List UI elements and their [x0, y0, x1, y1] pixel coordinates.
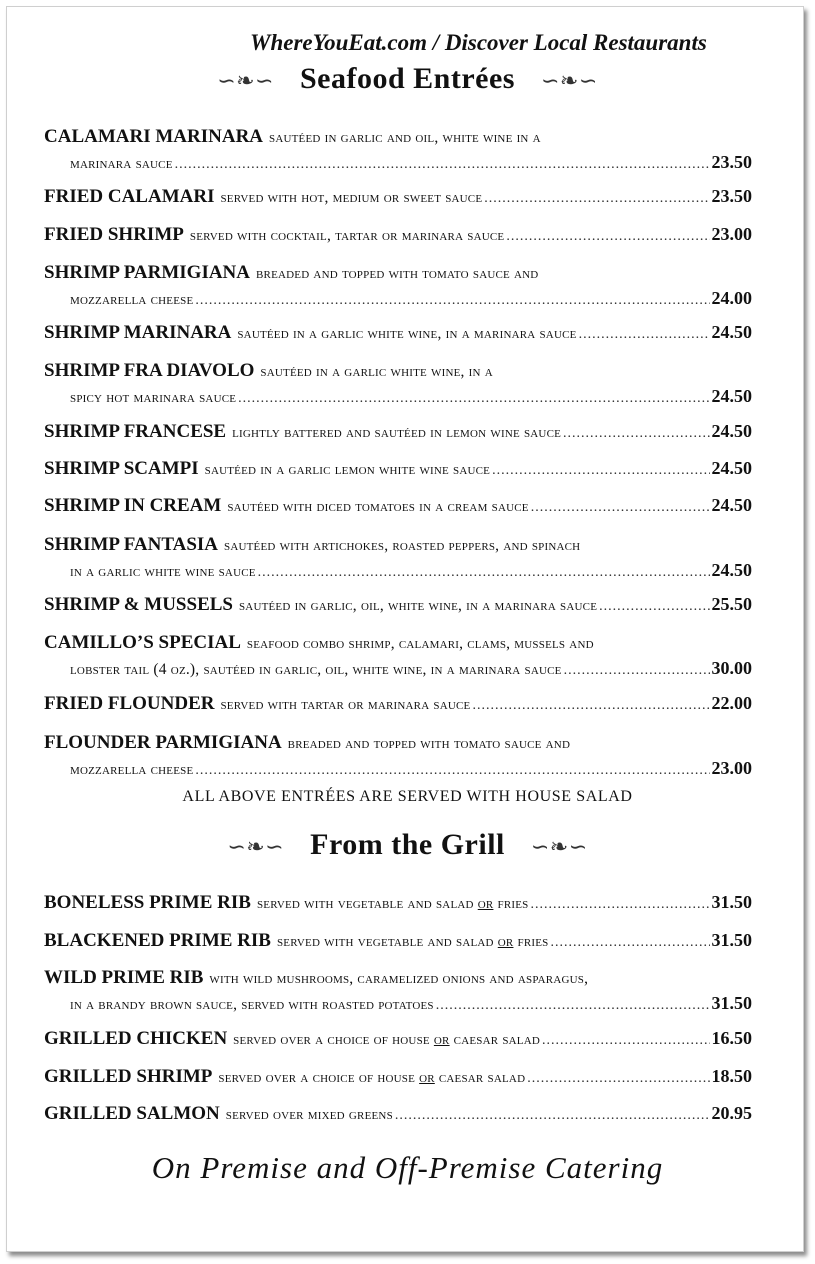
item-name: FRIED CALAMARI	[44, 186, 215, 207]
menu-item-calamari-marinara	[44, 126, 752, 176]
menu-item-fried-calamari	[44, 186, 752, 212]
item-price: 31.50	[711, 892, 752, 912]
item-name: BLACKENED PRIME RIB	[44, 930, 271, 951]
menu-item-shrimp-in-cream	[44, 495, 752, 521]
dot-leader	[436, 998, 710, 1014]
dot-leader	[542, 1033, 710, 1049]
item-name: SHRIMP IN CREAM	[44, 495, 222, 516]
item-price: 24.50	[711, 386, 752, 406]
item-price: 24.50	[711, 458, 752, 478]
menu-item-shrimp-parmigiana	[44, 262, 752, 312]
item-description: sautéed in garlic, oil, white wine, in a marinara sauce	[238, 597, 598, 614]
catering-footer: On Premise and Off-Premise Catering	[151, 1150, 664, 1185]
menu-item-grilled-salmon	[44, 1103, 752, 1129]
dot-leader	[492, 463, 709, 479]
item-description-cont: in a garlic white wine sauce	[70, 563, 256, 580]
dot-leader	[506, 229, 709, 245]
item-description: sautéed in a garlic white wine, in a marinara sauce	[237, 325, 577, 342]
dot-leader	[530, 897, 709, 913]
desc-part: served with vegetable and salad	[256, 895, 478, 912]
item-description	[277, 933, 549, 951]
dot-leader	[531, 500, 710, 516]
item-price: 25.50	[711, 594, 752, 614]
item-price: 23.00	[711, 224, 752, 244]
item-price: 23.50	[711, 152, 752, 172]
desc-or: or	[477, 895, 494, 912]
item-price: 30.00	[711, 658, 752, 678]
desc-part: fries	[493, 895, 529, 912]
menu-item-camillos-special	[44, 632, 752, 682]
desc-part: fries	[513, 933, 549, 950]
dot-leader	[195, 293, 709, 309]
desc-part: served over a choice of house	[218, 1069, 420, 1086]
item-price: 24.50	[711, 495, 752, 515]
dot-leader	[599, 599, 709, 615]
menu-item-grilled-shrimp	[44, 1066, 752, 1092]
flourish-left-icon: ∽❧∽	[217, 68, 274, 94]
item-name: SHRIMP FRA DIAVOLO	[44, 360, 255, 381]
item-name: SHRIMP & MUSSELS	[44, 594, 233, 615]
item-description: sautéed with artichokes, roasted peppers, and spinach	[224, 537, 581, 554]
desc-or: or	[497, 933, 514, 950]
item-price: 31.50	[711, 993, 752, 1013]
item-price: 24.00	[711, 288, 752, 308]
item-name: FRIED FLOUNDER	[44, 693, 215, 714]
item-price: 24.50	[711, 560, 752, 580]
site-banner: WhereYouEat.com / Discover Local Restaurants	[250, 30, 707, 55]
item-name: CALAMARI MARINARA	[44, 126, 264, 147]
grill-title-text: From the Grill	[310, 828, 505, 861]
item-description-cont: mozzarella cheese	[70, 761, 194, 778]
item-price: 31.50	[711, 930, 752, 950]
menu-item-shrimp-scampi	[44, 458, 752, 484]
menu-item-grilled-chicken	[44, 1028, 752, 1054]
dot-leader	[395, 1108, 710, 1124]
item-name: FRIED SHRIMP	[44, 224, 184, 245]
item-description: breaded and topped with tomato sauce and	[256, 265, 539, 282]
seafood-section-title	[0, 62, 815, 96]
grill-section-title	[0, 828, 815, 862]
dot-leader	[484, 191, 709, 207]
item-description: served with hot, medium or sweet sauce	[220, 189, 483, 206]
item-description: served over mixed greens	[225, 1106, 393, 1123]
dot-leader	[175, 157, 710, 173]
menu-item-shrimp-francese	[44, 421, 752, 447]
menu-item-shrimp-fra-diavolo	[44, 360, 752, 410]
dot-leader	[563, 426, 709, 442]
item-description-cont: mozzarella cheese	[70, 291, 194, 308]
item-name: SHRIMP SCAMPI	[44, 458, 199, 479]
item-description-cont: lobster tail (4 oz.), sautéed in garlic, oil, white wine, in a marinara sauce	[70, 661, 562, 678]
flourish-right-icon: ∽❧∽	[540, 68, 598, 94]
menu-item-fried-shrimp	[44, 224, 752, 250]
item-name: FLOUNDER PARMIGIANA	[44, 732, 282, 753]
item-description	[218, 1069, 525, 1087]
menu-item-shrimp-and-mussels	[44, 594, 752, 620]
item-description: seafood combo shrimp, calamari, clams, mussels and	[246, 635, 594, 652]
menu-item-flounder-parmigiana	[44, 732, 752, 782]
desc-or: or	[419, 1069, 435, 1086]
dot-leader	[579, 327, 710, 343]
dot-leader	[238, 391, 709, 407]
item-description-cont: spicy hot marinara sauce	[70, 389, 237, 406]
item-name: SHRIMP FRANCESE	[44, 421, 227, 442]
item-name: WILD PRIME RIB	[44, 967, 204, 988]
item-description: sautéed in a garlic lemon white wine sauce	[204, 461, 491, 478]
item-price: 22.00	[711, 693, 752, 713]
item-description: with wild mushrooms, caramelized onions and asparagus,	[209, 970, 589, 987]
item-name: GRILLED SHRIMP	[44, 1066, 213, 1087]
menu-item-wild-prime-rib	[44, 967, 752, 1017]
menu-item-blackened-prime-rib	[44, 930, 752, 956]
item-name: SHRIMP MARINARA	[44, 322, 232, 343]
desc-part: served with vegetable and salad	[276, 933, 498, 950]
seafood-title-text: Seafood Entrées	[300, 62, 515, 95]
item-description-cont: in a brandy brown sauce, served with roasted potatoes	[70, 996, 434, 1013]
item-price: 24.50	[711, 421, 752, 441]
item-name: SHRIMP FANTASIA	[44, 534, 219, 555]
item-description	[257, 895, 529, 913]
menu-item-shrimp-marinara	[44, 322, 752, 348]
item-description: served with cocktail, tartar or marinara sauce	[189, 227, 505, 244]
item-price: 24.50	[711, 322, 752, 342]
item-name: GRILLED CHICKEN	[44, 1028, 228, 1049]
item-description-cont: marinara sauce	[70, 155, 173, 172]
flourish-left-icon: ∽❧∽	[227, 834, 285, 860]
dot-leader	[258, 565, 710, 581]
dot-leader	[564, 663, 710, 679]
flourish-right-icon: ∽❧∽	[530, 834, 588, 860]
menu-item-fried-flounder	[44, 693, 752, 719]
menu-item-shrimp-fantasia	[44, 534, 752, 584]
item-name: BONELESS PRIME RIB	[44, 892, 251, 913]
menu-item-boneless-prime-rib	[44, 892, 752, 918]
item-description: sautéed in garlic and oil, white wine in a	[269, 129, 541, 146]
item-name: GRILLED SALMON	[44, 1103, 220, 1124]
item-price: 16.50	[711, 1028, 752, 1048]
dot-leader	[550, 935, 709, 951]
seafood-note: ALL ABOVE ENTRÉES ARE SERVED WITH HOUSE SALAD	[182, 788, 633, 805]
item-description: served with tartar or marinara sauce	[220, 696, 471, 713]
item-name: SHRIMP PARMIGIANA	[44, 262, 251, 283]
desc-part: caesar salad	[449, 1031, 540, 1048]
dot-leader	[527, 1071, 709, 1087]
item-name: CAMILLO’S SPECIAL	[44, 632, 241, 653]
desc-or: or	[433, 1031, 450, 1048]
desc-part: served over a choice of house	[233, 1031, 434, 1048]
item-price: 18.50	[711, 1066, 752, 1086]
item-description: sautéed with diced tomatoes in a cream sauce	[227, 498, 529, 515]
item-price: 23.50	[711, 186, 752, 206]
item-description: lightly battered and sautéed in lemon wine sauce	[232, 424, 562, 441]
desc-part: caesar salad	[434, 1069, 526, 1086]
dot-leader	[472, 698, 709, 714]
item-price: 23.00	[711, 758, 752, 778]
item-description	[233, 1031, 540, 1049]
dot-leader	[195, 763, 709, 779]
item-price: 20.95	[711, 1103, 752, 1123]
item-description: sautéed in a garlic white wine, in a	[260, 363, 493, 380]
item-description: breaded and topped with tomato sauce and	[287, 735, 571, 752]
